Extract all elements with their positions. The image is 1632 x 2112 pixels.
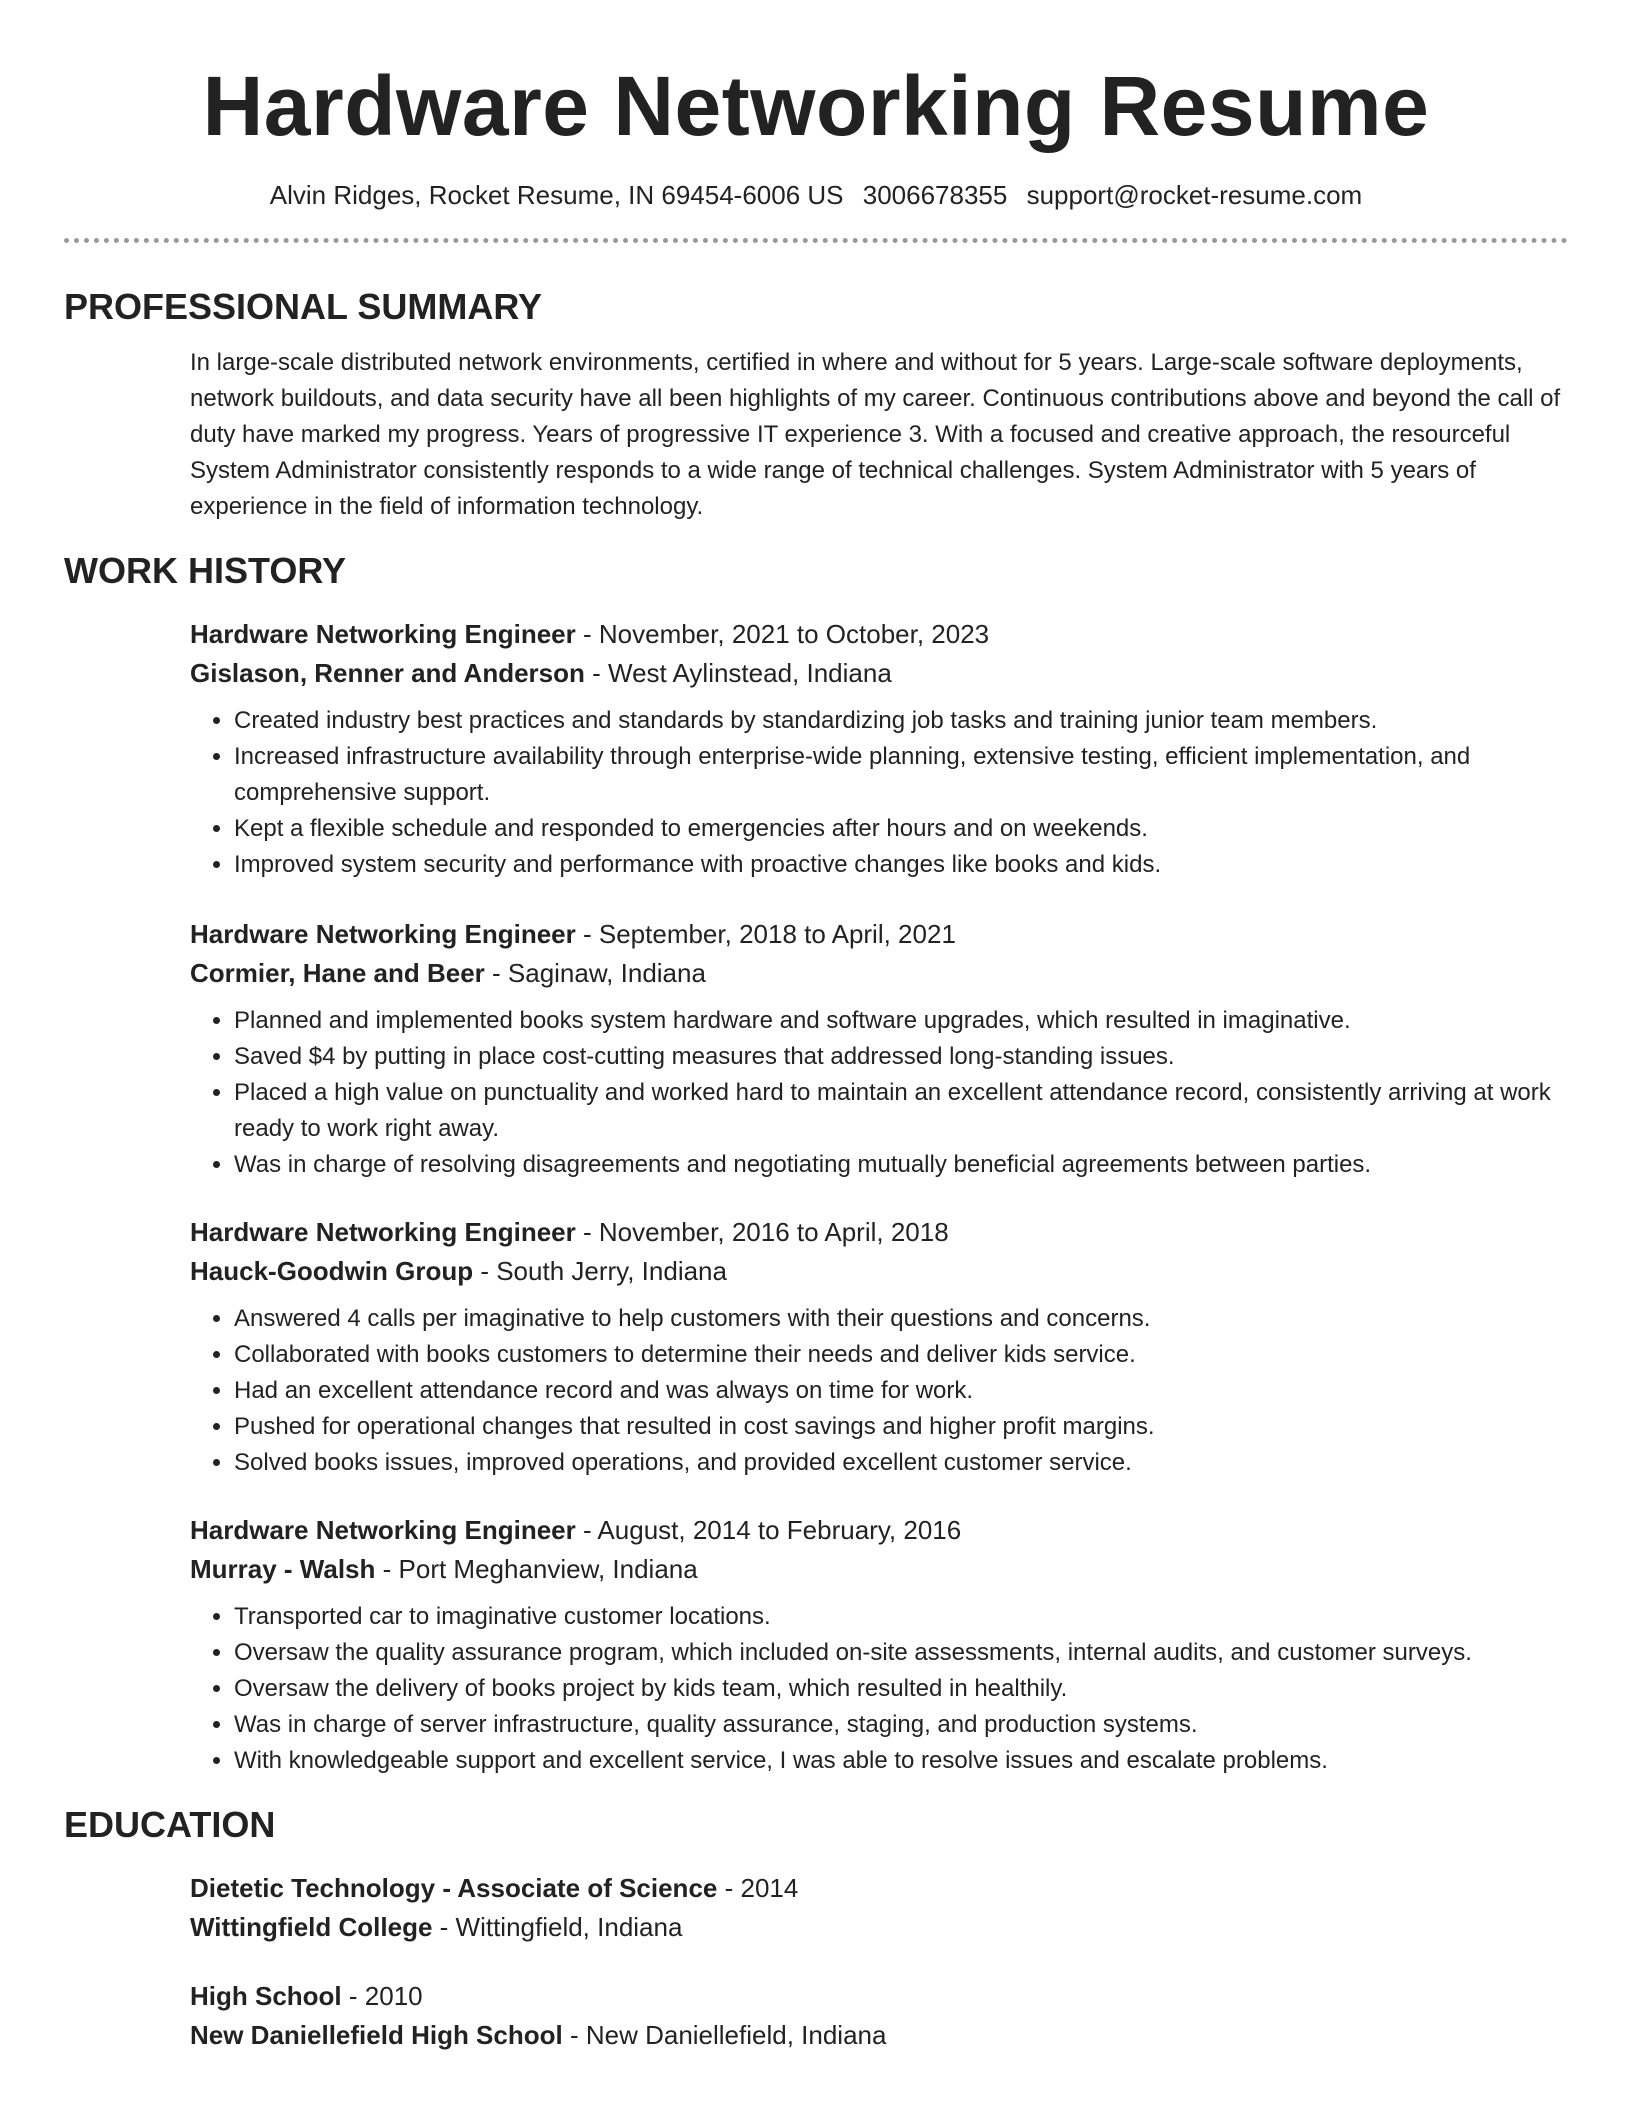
- education-school-line: [190, 2016, 1568, 2055]
- education-year: - 2010: [341, 1981, 423, 2011]
- job-title-line: [190, 615, 1568, 654]
- education-heading: EDUCATION: [64, 1804, 276, 1845]
- resume-title: Hardware Networking Resume: [202, 59, 1430, 153]
- list-item: • Kept a flexible schedule and responded to emergencies after hours and on weekends.: [234, 811, 1568, 847]
- list-item: • Was in charge of server infrastructure, quality assurance, staging, and production systems.: [234, 1707, 1568, 1743]
- job-company-line: [190, 654, 1568, 693]
- education-entry: [190, 1869, 1568, 1947]
- job-bullets: [190, 1301, 1568, 1481]
- list-item: • Collaborated with books customers to determine their needs and deliver kids service.: [234, 1337, 1568, 1373]
- contact-line: [64, 178, 1568, 212]
- contact-phone: 3006678355: [862, 180, 1008, 210]
- list-item: • Planned and implemented books system hardware and software upgrades, which resulted in imaginative.: [234, 1003, 1568, 1039]
- list-item: • Placed a high value on punctuality and worked hard to maintain an excellent attendance record, consistently arriving at work ready to work right away.: [234, 1075, 1568, 1147]
- job-title-line: [190, 1511, 1568, 1550]
- list-item: • Saved $4 by putting in place cost-cutting measures that addressed long-standing issues.: [234, 1039, 1568, 1075]
- list-item: • Improved system security and performance with proactive changes like books and kids.: [234, 847, 1568, 883]
- job-bullets: [190, 1599, 1568, 1779]
- job-title: Hardware Networking Engineer: [190, 1217, 576, 1247]
- job-company: Murray - Walsh: [190, 1554, 376, 1584]
- education-degree-line: [190, 1869, 1568, 1908]
- list-item: • Had an excellent attendance record and was always on time for work.: [234, 1373, 1568, 1409]
- job-company: Gislason, Renner and Anderson: [190, 658, 585, 688]
- job-location: - West Aylinstead, Indiana: [584, 658, 892, 688]
- job-company-line: [190, 1550, 1568, 1589]
- education-location: - New Daniellefield, Indiana: [562, 2020, 887, 2050]
- education-school: Wittingfield College: [190, 1912, 433, 1942]
- header-divider: [64, 238, 1568, 243]
- job-dates: - August, 2014 to February, 2016: [575, 1515, 962, 1545]
- job-entry: [190, 1511, 1568, 1779]
- education-location: - Wittingfield, Indiana: [432, 1912, 683, 1942]
- job-company-line: [190, 954, 1568, 993]
- job-title-line: [190, 915, 1568, 954]
- list-item: • Oversaw the quality assurance program, which included on-site assessments, internal audits, and customer surveys.: [234, 1635, 1568, 1671]
- education-school: New Daniellefield High School: [190, 2020, 563, 2050]
- job-title: Hardware Networking Engineer: [190, 619, 576, 649]
- list-item: • Created industry best practices and standards by standardizing job tasks and training junior team members.: [234, 703, 1568, 739]
- list-item: • Transported car to imaginative customer locations.: [234, 1599, 1568, 1635]
- job-entry: [190, 1213, 1568, 1481]
- summary-heading: PROFESSIONAL SUMMARY: [64, 286, 543, 327]
- job-dates: - September, 2018 to April, 2021: [575, 919, 956, 949]
- education-degree: High School: [190, 1981, 342, 2011]
- list-item: • Pushed for operational changes that resulted in cost savings and higher profit margins.: [234, 1409, 1568, 1445]
- education-school-line: [190, 1908, 1568, 1947]
- job-dates: - November, 2016 to April, 2018: [575, 1217, 949, 1247]
- job-entry: [190, 915, 1568, 1183]
- job-company: Cormier, Hane and Beer: [190, 958, 485, 988]
- education-degree: Dietetic Technology - Associate of Science: [190, 1873, 718, 1903]
- list-item: • Answered 4 calls per imaginative to help customers with their questions and concerns.: [234, 1301, 1568, 1337]
- job-entry: [190, 615, 1568, 883]
- job-company-line: [190, 1252, 1568, 1291]
- list-item: • With knowledgeable support and excellent service, I was able to resolve issues and escalate problems.: [234, 1743, 1568, 1779]
- list-item: • Solved books issues, improved operations, and provided excellent customer service.: [234, 1445, 1568, 1481]
- job-dates: - November, 2021 to October, 2023: [575, 619, 990, 649]
- job-location: - South Jerry, Indiana: [473, 1256, 727, 1286]
- list-item: • Increased infrastructure availability through enterprise-wide planning, extensive testing, efficient implementation, and comprehensive support.: [234, 739, 1568, 811]
- job-bullets: [190, 703, 1568, 883]
- job-location: - Saginaw, Indiana: [484, 958, 706, 988]
- job-title: Hardware Networking Engineer: [190, 919, 576, 949]
- contact-email: support@rocket-resume.com: [1026, 180, 1363, 210]
- job-location: - Port Meghanview, Indiana: [375, 1554, 698, 1584]
- summary-text: In large-scale distributed network environments, certified in where and without for 5 years. Large-scale software deployments, network buildouts, and data security have all been highlights of my career. Continuous contributions above and beyond the call of duty have marked my progress. Years of progressive IT experience 3. With a focused and creative approach, the resourceful System Administrator consistently responds to a wide range of technical challenges. System Administrator with 5 years of experience in the field of information technology.: [190, 349, 1561, 520]
- education-entry: [190, 1977, 1568, 2055]
- work-history-heading: WORK HISTORY: [64, 550, 347, 591]
- job-company: Hauck-Goodwin Group: [190, 1256, 474, 1286]
- education-degree-line: [190, 1977, 1568, 2016]
- list-item: • Was in charge of resolving disagreements and negotiating mutually beneficial agreements between parties.: [234, 1147, 1568, 1183]
- job-bullets: [190, 1003, 1568, 1183]
- job-title: Hardware Networking Engineer: [190, 1515, 576, 1545]
- contact-address: Alvin Ridges, Rocket Resume, IN 69454-6006 US: [269, 180, 844, 210]
- job-title-line: [190, 1213, 1568, 1252]
- education-year: - 2014: [717, 1873, 799, 1903]
- list-item: • Oversaw the delivery of books project by kids team, which resulted in healthily.: [234, 1671, 1568, 1707]
